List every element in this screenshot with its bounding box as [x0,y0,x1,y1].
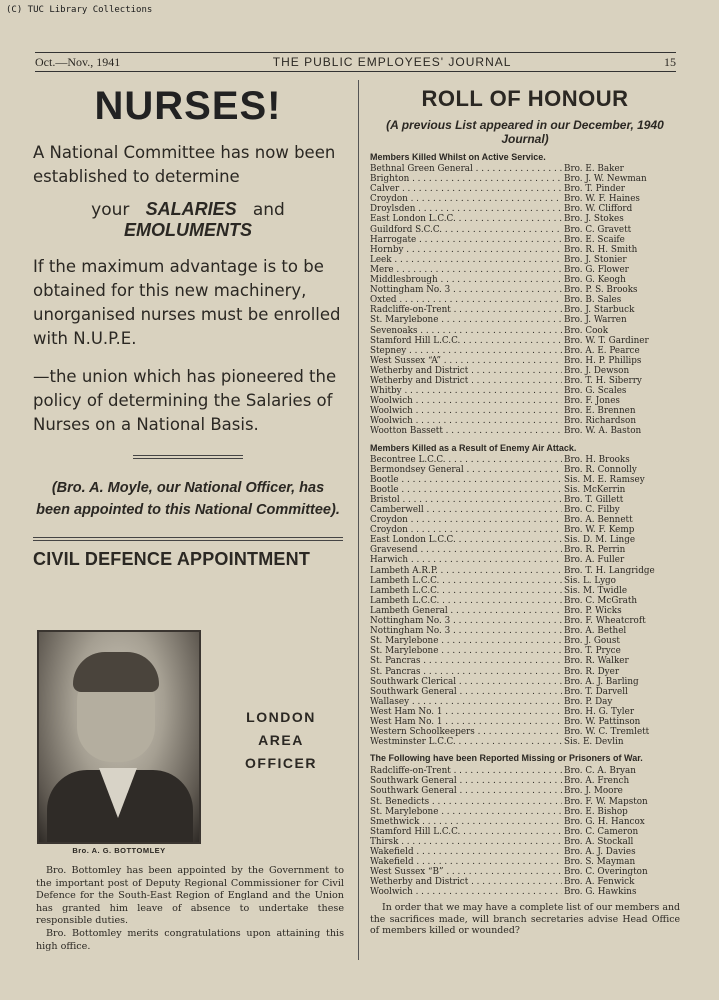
list-item [370,656,680,666]
member-name: Bro. J. Stonier [564,254,627,265]
branch-name: Lambeth General . . . [370,606,562,616]
branch-name: Wallasey . . . [370,697,562,707]
list-item [370,766,680,776]
list-item [370,707,680,717]
killed-service-heading: Members Killed Whilst on Active Service. [370,152,546,162]
member-name: Sis. E. Devlin [564,737,624,748]
list-item [370,776,680,786]
branch-name: Wetherby and District . . . [370,376,562,386]
separator [133,455,243,459]
branch-name: Woolwich . . . [370,887,562,897]
member-name: Bro. A. French [564,776,630,787]
list-item [370,887,680,897]
branch-name: Middlesbrough . . . [370,275,562,285]
branch-name: Wetherby and District . . . [370,877,562,887]
list-item [370,817,680,827]
branch-name: St. Marylebone . . . [370,807,562,817]
list-item [370,535,680,545]
branch-name: Nottingham No. 3 . . . [370,626,562,636]
list-item [370,576,680,586]
branch-name: St. Marylebone . . . [370,646,562,656]
roll-of-honour-heading: ROLL OF HONOUR [421,86,629,111]
branch-name: Leek . . . [370,255,562,265]
missing-list [370,766,680,897]
air-attack-list [370,455,680,748]
branch-name: Sevenoaks . . . [370,326,562,336]
list-item [370,717,680,727]
member-name: Bro. A. J. Barling [564,676,639,687]
member-name: Bro. C. A. Bryan [564,766,636,777]
branch-name: West Ham No. 1 . . . [370,717,562,727]
member-name: Bro. A. Fuller [564,555,625,566]
member-name: Sis. M. Twidle [564,585,628,596]
list-item [370,396,680,406]
member-name: Bro. J. Stokes [564,214,624,225]
branch-name: Bootle . . . [370,475,562,485]
branch-name: Harwich . . . [370,555,562,565]
branch-name: West Sussex “A” . . . [370,356,562,366]
list-item [370,505,680,515]
branch-name: Brighton . . . [370,174,562,184]
branch-name: Croydon . . . [370,515,562,525]
nurses-para-1: If the maximum advantage is to be obtained for this new machinery, unorganised nurses must be enrolled with N.U.P.E. [33,257,341,348]
member-name: Bro. R. H. Smith [564,244,638,255]
member-name: Bro. W. F. Kemp [564,525,635,536]
branch-name: Nottingham No. 3 . . . [370,616,562,626]
branch-name: West Ham No. 1 . . . [370,707,562,717]
member-name: Bro. A. Bethel [564,626,627,637]
member-name: Bro. P. Wicks [564,605,622,616]
branch-name: St. Marylebone . . . [370,636,562,646]
list-item [370,275,680,285]
member-name: Bro. J. Starbuck [564,305,635,316]
branch-name: Smethwick . . . [370,817,562,827]
bottomley-para-2: Bro. Bottomley merits congratulations upon attaining this high office. [36,927,344,952]
member-name: Sis. McKerrin [564,484,626,495]
member-name: Bro. H. P. Phillips [564,355,642,366]
list-item [370,366,680,376]
member-name: Bro. J. W. Newman [564,174,647,185]
member-name: Bro. E. Baker [564,164,624,174]
branch-name: Western Schoolkeepers . . . [370,727,562,737]
list-item [370,225,680,235]
member-name: Bro. C. McGrath [564,595,638,606]
member-name: Bro. H. Brooks [564,454,630,465]
list-item [370,315,680,325]
member-name: Bro. R. Connolly [564,464,637,475]
list-item [370,737,680,747]
branch-name: Radcliffe-on-Trent . . . [370,305,562,315]
member-name: Bro. T. H. Langridge [564,565,655,576]
branch-name: Croydon . . . [370,194,562,204]
list-item [370,555,680,565]
branch-name: East London L.C.C. . . . [370,214,562,224]
list-item [370,356,680,366]
member-name: Bro. G. Hawkins [564,887,637,898]
emoluments-word: EMOLUMENTS [124,220,252,240]
list-item [370,346,680,356]
branch-name: Southwark General . . . [370,776,562,786]
watermark: (C) TUC Library Collections [6,5,153,15]
civil-defence-heading: CIVIL DEFENCE APPOINTMENT [33,549,311,569]
branch-name: Stamford Hill L.C.C. . . . [370,827,562,837]
list-item [370,255,680,265]
your-word: your [91,200,130,220]
member-name: Bro. T. Pinder [564,184,626,195]
list-item [370,475,680,485]
list-item [370,786,680,796]
list-item [370,847,680,857]
roll-subtitle: (A previous List appeared in our December, 1940 Journal) [386,118,664,146]
column-divider [358,80,359,960]
bottomley-photo [37,630,201,844]
branch-name: Wakefield . . . [370,857,562,867]
list-item [370,214,680,224]
member-name: Bro. R. Walker [564,656,629,667]
branch-name: Hornby . . . [370,245,562,255]
nurses-para-2: —the union which has pioneered the policy of determining the Salaries of Nurses on a National Basis. [33,367,337,434]
list-item [370,646,680,656]
branch-name: Gravesend . . . [370,545,562,555]
member-name: Bro. C. Overington [564,867,648,878]
branch-name: Wetherby and District . . . [370,366,562,376]
member-name: Sis. L. Lygo [564,575,616,586]
member-name: Bro. J. Moore [564,786,623,797]
list-item [370,204,680,214]
branch-name: Woolwich . . . [370,416,562,426]
list-item [370,797,680,807]
branch-name: Croydon . . . [370,525,562,535]
branch-name: Southwark General . . . [370,786,562,796]
officer-line-2: AREA [258,732,304,748]
double-rule [33,537,343,541]
list-item [370,857,680,867]
branch-name: Bermondsey General . . . [370,465,562,475]
member-name: Bro. F. Jones [564,396,620,407]
branch-name: Woolwich . . . [370,406,562,416]
branch-name: Oxted . . . [370,295,562,305]
member-name: Bro. A. Bennett [564,515,633,526]
branch-name: Lambeth L.C.C. . . . [370,596,562,606]
branch-name: Bootle . . . [370,485,562,495]
list-item [370,525,680,535]
member-name: Bro. W. T. Gardiner [564,335,649,346]
member-name: Bro. A. Stockall [564,836,634,847]
list-item [370,305,680,315]
list-item [370,194,680,204]
page-number: 15 [664,54,676,69]
member-name: Bro. G. Scales [564,386,627,397]
branch-name: St. Pancras . . . [370,656,562,666]
member-name: Bro. C. Gravett [564,224,632,235]
nurses-intro: A National Committee has now been established to determine [33,143,336,186]
branch-name: Mere . . . [370,265,562,275]
member-name: Bro. A. Fenwick [564,877,635,888]
roll-footnote: In order that we may have a complete list of our members and the sacrifices made, will branch secretaries advise Head Office of members killed or wounded? [370,902,680,937]
member-name: Bro. J. Goust [564,636,620,647]
air-attack-heading: Members Killed as a Result of Enemy Air Attack. [370,442,577,453]
list-item [370,465,680,475]
member-name: Bro. W. Clifford [564,204,633,215]
branch-name: Bethnal Green General . . . [370,164,562,174]
list-item [370,636,680,646]
photo-caption: Bro. A. G. BOTTOMLEY [72,846,166,855]
branch-name: Camberwell . . . [370,505,562,515]
list-item [370,426,680,436]
branch-name: Southwark General . . . [370,687,562,697]
member-name: Bro. G. Flower [564,264,629,275]
branch-name: West Sussex “B” . . . [370,867,562,877]
list-item [370,586,680,596]
member-name: Sis. D. M. Linge [564,535,636,546]
member-name: Bro. J. Dewson [564,365,630,376]
branch-name: Southwark Clerical . . . [370,677,562,687]
list-item [370,596,680,606]
branch-name: Wakefield . . . [370,847,562,857]
member-name: Bro. T. Darvell [564,686,628,697]
and-word: and [252,200,285,220]
list-item [370,376,680,386]
page-header [35,52,676,72]
list-item [370,406,680,416]
member-name: Sis. M. E. Ramsey [564,474,645,485]
member-name: Bro. W. C. Tremlett [564,727,650,738]
list-item [370,184,680,194]
branch-name: Becontree L.C.C. . . . [370,455,562,465]
member-name: Bro. E. Scaife [564,234,625,245]
member-name: Bro. E. Brennen [564,406,636,417]
bottomley-para-1: Bro. Bottomley has been appointed by the Government to the important post of Deputy Regional Commissioner for Civil Defence for the South-East Region of England and the Union has granted him leave of absence to undertake these responsible duties. [36,865,344,927]
member-name: Bro. E. Bishop [564,806,628,817]
list-item [370,515,680,525]
member-name: Bro. P. S. Brooks [564,285,638,296]
missing-heading: The Following have been Reported Missing or Prisoners of War. [370,753,643,764]
list-item [370,667,680,677]
list-item [370,687,680,697]
list-item [370,545,680,555]
list-item [370,235,680,245]
member-name: Bro. Cook [564,325,609,336]
member-name: Bro. G. H. Hancox [564,816,645,827]
list-item [370,386,680,396]
member-name: Bro. S. Mayman [564,857,636,868]
list-item [370,606,680,616]
list-item [370,566,680,576]
member-name: Bro. C. Filby [564,505,620,515]
salaries-word: SALARIES [145,199,237,219]
list-item [370,807,680,817]
member-name: Bro. P. Day [564,696,613,707]
member-name: Bro. C. Cameron [564,826,639,837]
branch-name: St. Marylebone . . . [370,315,562,325]
list-item [370,867,680,877]
branch-name: East London L.C.C. . . . [370,535,562,545]
branch-name: Westminster L.C.C. . . . [370,737,562,747]
journal-title: THE PUBLIC EMPLOYEES' JOURNAL [272,55,512,69]
branch-name: Whitby . . . [370,386,562,396]
member-name: Bro. T. H. Siberry [564,375,642,386]
member-name: Bro. A. J. Davies [564,847,636,857]
member-name: Bro. B. Sales [564,295,622,306]
branch-name: St. Pancras . . . [370,667,562,677]
branch-name: Guildford S.C.C. . . . [370,225,562,235]
officer-line-3: OFFICER [245,755,317,771]
list-item [370,455,680,465]
list-item [370,626,680,636]
branch-name: Wootton Bassett . . . [370,426,562,436]
branch-name: Radcliffe-on-Trent . . . [370,766,562,776]
member-name: Bro. A. E. Pearce [564,345,640,356]
member-name: Bro. R. Dyer [564,666,620,677]
list-item [370,164,680,174]
list-item [370,877,680,887]
list-item [370,174,680,184]
branch-name: Lambeth L.C.C. . . . [370,576,562,586]
list-item [370,485,680,495]
right-column [370,86,680,937]
list-item [370,416,680,426]
bottomley-text [36,865,344,953]
member-name: Bro. W. Pattinson [564,716,641,727]
branch-name: Lambeth L.C.C. . . . [370,586,562,596]
member-name: Bro. G. Keogh [564,275,626,286]
list-item [370,265,680,275]
officer-title [221,706,341,775]
branch-name: Nottingham No. 3 . . . [370,285,562,295]
list-item [370,616,680,626]
list-item [370,827,680,837]
list-item [370,285,680,295]
member-name: Bro. R. Perrin [564,545,626,556]
member-name: Bro. Richardson [564,416,636,427]
issue-date: Oct.—Nov., 1941 [35,54,121,69]
branch-name: St. Benedicts . . . [370,797,562,807]
killed-service-list [370,164,680,437]
left-column [33,84,344,952]
list-item [370,336,680,346]
list-item [370,697,680,707]
branch-name: Stamford Hill L.C.C. . . . [370,336,562,346]
member-name: Bro. T. Gillett [564,494,624,505]
list-item [370,495,680,505]
branch-name: Lambeth A.R.P. . . . [370,566,562,576]
branch-name: Calver . . . [370,184,562,194]
member-name: Bro. W. A. Baston [564,426,642,437]
nurses-heading: NURSES! [94,84,282,128]
branch-name: Stepney . . . [370,346,562,356]
member-name: Bro. J. Warren [564,315,627,326]
list-item [370,677,680,687]
officer-line-1: LONDON [246,709,316,725]
branch-name: Thirsk . . . [370,837,562,847]
member-name: Bro. F. Wheatcroft [564,616,646,627]
list-item [370,727,680,737]
list-item [370,326,680,336]
member-name: Bro. H. G. Tyler [564,706,635,717]
salaries-line [33,199,343,241]
list-item [370,295,680,305]
list-item [370,245,680,255]
list-item [370,837,680,847]
branch-name: Woolwich . . . [370,396,562,406]
member-name: Bro. F. W. Mapston [564,796,648,807]
member-name: Bro. T. Pryce [564,646,621,657]
branch-name: Harrogate . . . [370,235,562,245]
branch-name: Bristol . . . [370,495,562,505]
member-name: Bro. W. F. Haines [564,194,640,205]
branch-name: Droylsden . . . [370,204,562,214]
moyle-note: (Bro. A. Moyle, our National Officer, has been appointed to this National Committee). [36,480,340,518]
